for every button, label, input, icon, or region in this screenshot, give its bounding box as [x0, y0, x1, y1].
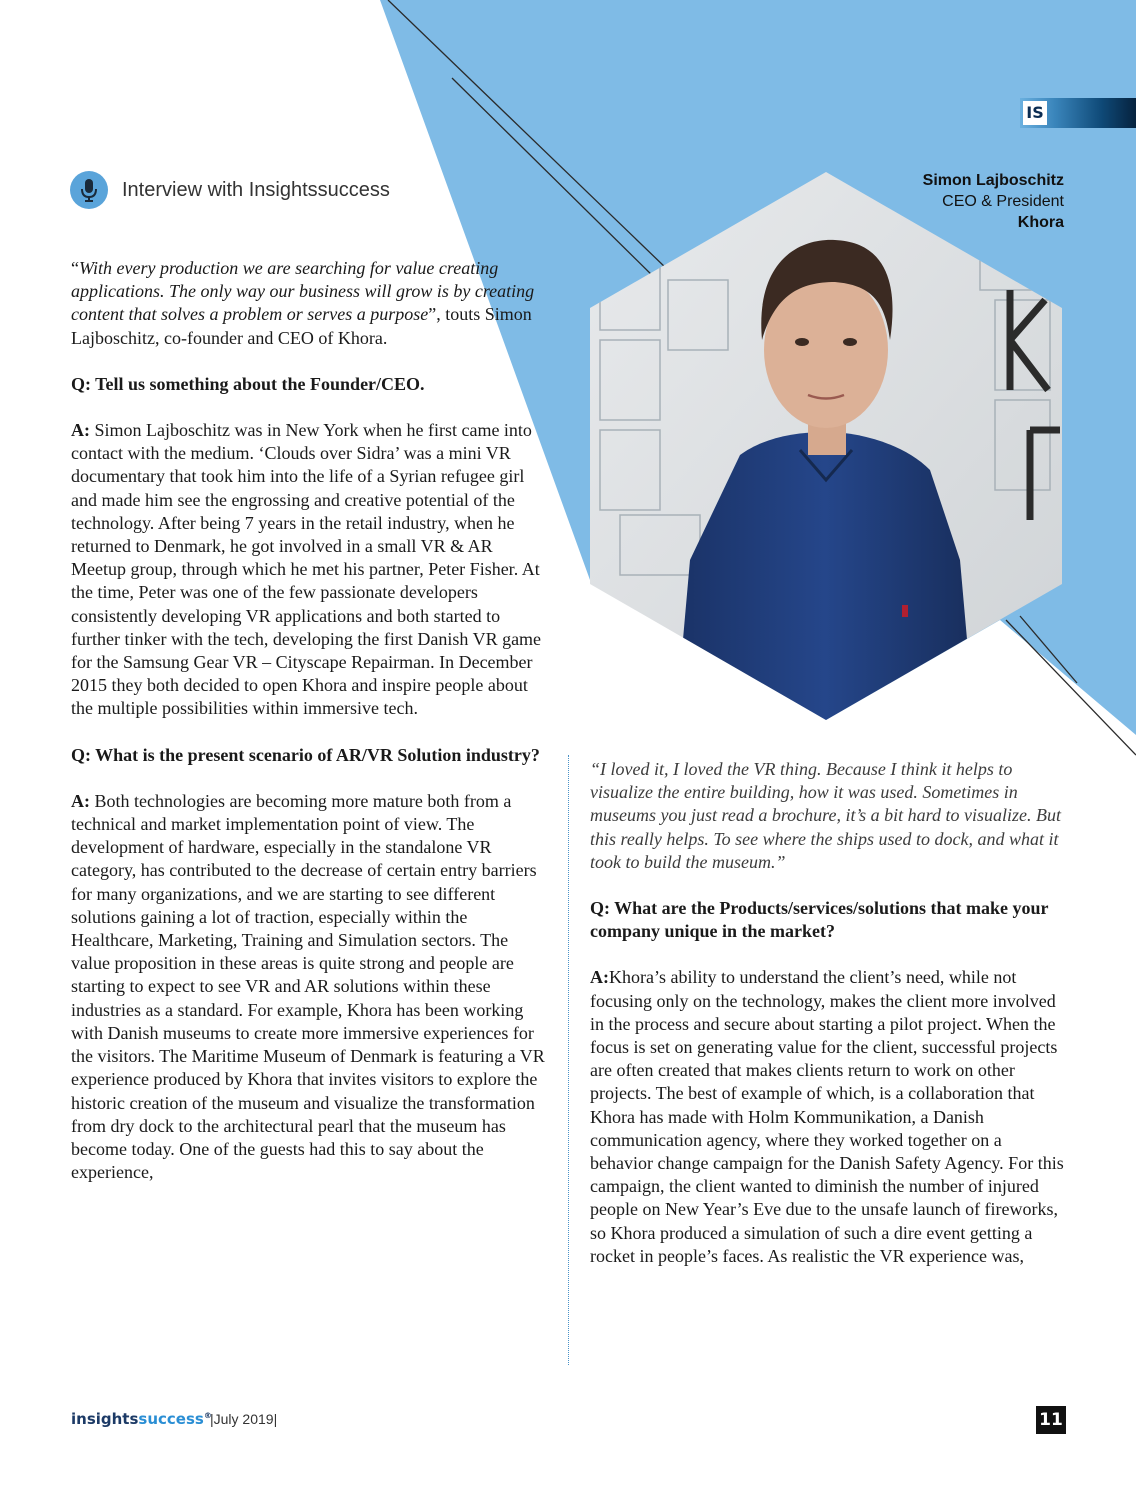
- guest-quote: “I loved it, I loved the VR thing. Because I think it helps to visualize the entire building, how it was used. Sometimes in museums you just read a brochure, it’s a bit hard to visualize. But this really helps. To see where the ships used to dock, and what it took to build the museum.”: [590, 759, 1061, 872]
- person-role: CEO & President: [942, 193, 1064, 210]
- answer-3: A:Khora’s ability to understand the client’s need, while not focusing only on the technology, makes the client more involved in the process and secure about starting a pilot project. When the focus is set on generating value for the client, successful projects are often created that makes clients return to work on other projects. The best of example of which, is a collaboration that Khora has made with Holm Kommunikation, a Danish communication agency, where they worked together on a behavior change campaign for the Danish Safety Agency. For this campaign, the client wanted to diminish the number of injured people on New Year’s Eve due to the unsafe launch of fireworks, so Khora produced a simulation of such a dire event getting a rocket in people’s faces. As realistic the VR experience was,: [590, 967, 1064, 1266]
- answer-2: A: Both technologies are becoming more mature both from a technical and market implementation point of view. The development of hardware, especially in the standalone VR category, has contributed to the decrease of certain entry barriers for many organizations, and we are starting to see different solutions gaining a lot of traction, especially within the Healthcare, Marketing, Training and Simulation sectors. The value proposition in these areas is quite strong and people are starting to expect to see VR and AR solutions within these industries as a standard. For example, Khora has been working with Danish museums to create more immersive experiences for the visitors. The Maritime Museum of Denmark is featuring a VR experience produced by Khora that invites visitors to explore the historic creation of the museum and visualize the transformation from dry dock to the architectural pearl that the museum has become today. One of the guests had this to say about the experience,: [71, 790, 545, 1183]
- person-caption: [923, 170, 1064, 233]
- person-company: Khora: [1017, 214, 1064, 231]
- right-column: [590, 758, 1065, 1291]
- microphone-icon: [70, 171, 108, 209]
- footer-brand-logo: insightssuccess®: [71, 1410, 212, 1428]
- question-3: Q: What are the Products/services/solutions that make your company unique in the market?: [590, 898, 1049, 942]
- intro-rest: ”, touts Simon Lajboschitz, co-founder and CEO of Khora.: [71, 304, 532, 348]
- person-name: Simon Lajboschitz: [922, 172, 1064, 189]
- column-divider: [568, 755, 569, 1365]
- intro-paragraph: “With every production we are searching for value creating applications. The only way our business will grow is by creating content that solves a problem or serves a purpose”, touts Simon Lajboschitz, co-founder and CEO of Khora.: [71, 258, 535, 348]
- left-column: [71, 257, 549, 1207]
- question-1: Q: Tell us something about the Founder/CEO.: [71, 373, 425, 394]
- page-number: 11: [1036, 1406, 1066, 1434]
- answer-1: A: Simon Lajboschitz was in New York when he first came into contact with the medium. ‘Clouds over Sidra’ was a mini VR documentary that took him into the life of a Syrian refugee girl and made him see the engrossing and creative potential of the technology. After being 7 years in the retail industry, when he returned to Denmark, he got involved in a small VR & AR Meetup group, through which he met his partner, Peter Fisher. At the time, Peter was one of the few passionate developers consistently developing VR applications and both started to further tinker with the tech, developing the first Danish VR game for the Samsung Gear VR – Cityscape Repairman. In December 2015 they both decided to open Khora and inspire people about the multiple possibilities within immersive tech.: [71, 420, 542, 719]
- intro-quote: With every production we are searching for value creating applications. The only way our business will grow is by creating content that solves a problem or serves a purpose: [71, 258, 535, 325]
- footer-date: |July 2019|: [210, 1411, 278, 1427]
- interview-header: [70, 170, 390, 210]
- interview-title: Interview with Insightssuccess: [122, 178, 390, 201]
- question-2: Q: What is the present scenario of AR/VR Solution industry?: [71, 744, 540, 765]
- magazine-logo-mark: IS: [1023, 101, 1047, 125]
